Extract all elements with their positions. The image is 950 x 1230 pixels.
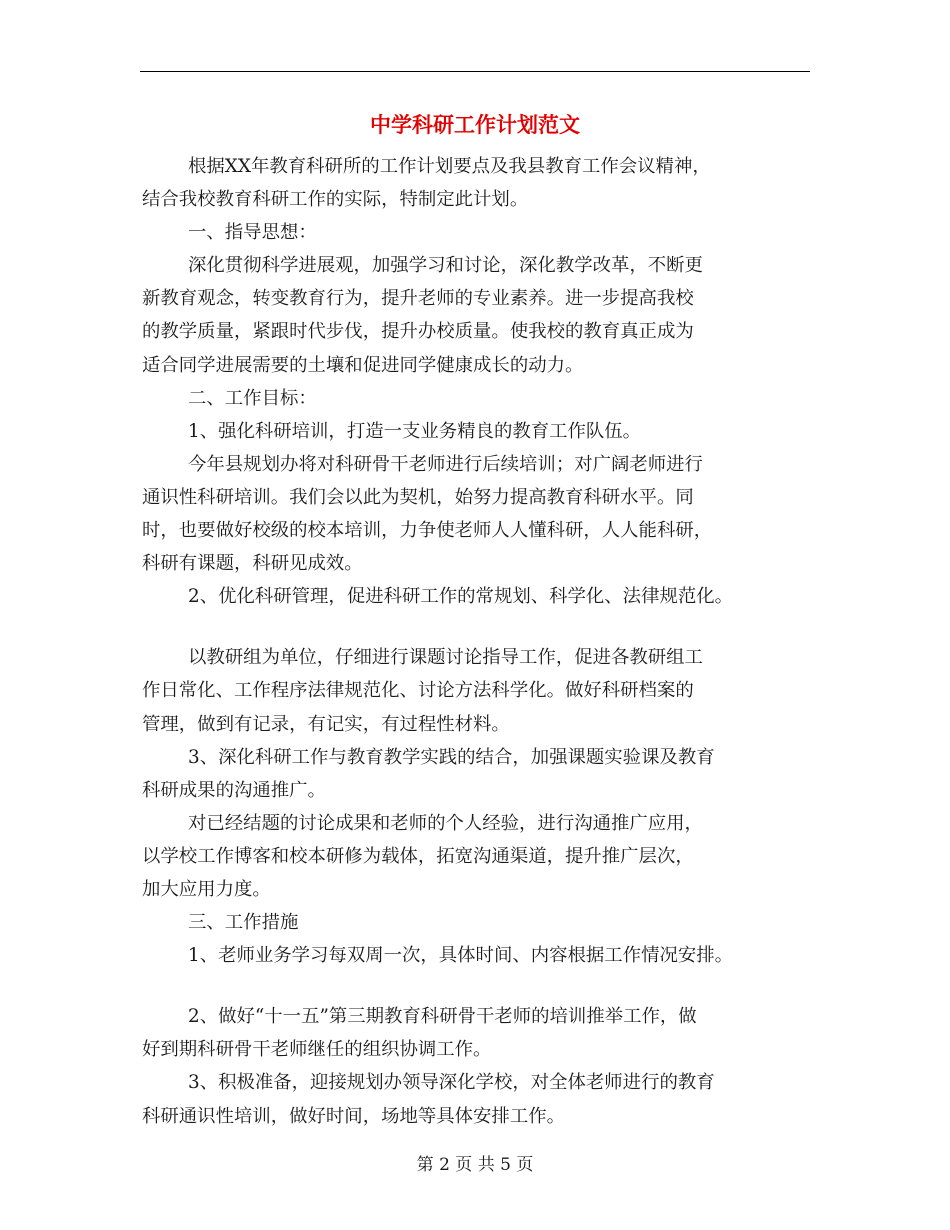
paragraph-line: 科研通识性培训，做好时间，场地等具体安排工作。 xyxy=(142,1105,565,1127)
list-item: 1、强化科研培训，打造一支业务精良的教育工作队伍。 xyxy=(188,420,642,442)
document-title: 中学科研工作计划范文 xyxy=(370,112,580,137)
paragraph-line: 科研成果的沟通推广。 xyxy=(142,779,326,801)
header-rule xyxy=(140,71,810,72)
list-item: 2、优化科研管理，促进科研工作的常规划、科学化、法律规范化。 xyxy=(188,586,734,608)
paragraph-line: 以教研组为单位，仔细进行课题讨论指导工作，促进各教研组工 xyxy=(188,647,703,669)
paragraph-line: 管理，做到有记录，有记实，有过程性材料。 xyxy=(142,713,510,735)
list-item: 3、积极准备，迎接规划办领导深化学校，对全体老师进行的教育 xyxy=(188,1072,715,1094)
section-heading: 三、工作措施 xyxy=(188,912,299,934)
paragraph-line: 作日常化、工作程序法律规范化、讨论方法科学化。做好科研档案的 xyxy=(142,680,694,702)
paragraph-line: 通识性科研培训。我们会以此为契机，始努力提高教育科研水平。同 xyxy=(142,486,694,508)
page-number: 第 2 页 共 5 页 xyxy=(416,1155,534,1175)
paragraph-line: 科研有课题，科研见成效。 xyxy=(142,553,363,575)
paragraph-line: 的教学质量，紧跟时代步伐，提升办校质量。使我校的教育真正成为 xyxy=(142,321,694,343)
paragraph-line: 结合我校教育科研工作的实际，特制定此计划。 xyxy=(142,189,529,211)
paragraph-line: 根据XX年教育科研所的工作计划要点及我县教育工作会议精神， xyxy=(188,156,711,177)
document-body xyxy=(142,150,822,1133)
paragraph-line: 新教育观念，转变教育行为，提升老师的专业素养。进一步提高我校 xyxy=(142,288,694,310)
list-item: 1、老师业务学习每双周一次，具体时间、内容根据工作情况安排。 xyxy=(188,945,734,967)
paragraph-line: 时，也要做好校级的校本培训，力争使老师人人懂科研，人人能科研， xyxy=(142,520,713,542)
paragraph-line: 以学校工作博客和校本研修为载体，拓宽沟通渠道，提升推广层次， xyxy=(142,845,694,867)
paragraph-spacer xyxy=(142,972,822,1000)
paragraph-spacer xyxy=(142,613,822,641)
paragraph-line: 好到期科研骨干老师继任的组织协调工作。 xyxy=(142,1039,492,1061)
list-item: 3、深化科研工作与教育教学实践的结合，加强课题实验课及教育 xyxy=(188,746,715,768)
paragraph-line: 适合同学进展需要的土壤和促进同学健康成长的动力。 xyxy=(142,354,584,376)
list-item: 2、做好“十一五”第三期教育科研骨干老师的培训推举工作，做 xyxy=(188,1006,697,1028)
paragraph-line: 加大应用力度。 xyxy=(142,878,271,900)
section-heading: 二、工作目标： xyxy=(188,387,317,409)
paragraph-line: 今年县规划办将对科研骨干老师进行后续培训；对广阔老师进行 xyxy=(188,453,703,475)
paragraph-line: 对已经结题的讨论成果和老师的个人经验，进行沟通推广应用， xyxy=(188,812,703,834)
section-heading: 一、指导思想： xyxy=(188,222,317,244)
paragraph-line: 深化贯彻科学进展观，加强学习和讨论，深化教学改革，不断更 xyxy=(188,255,703,277)
